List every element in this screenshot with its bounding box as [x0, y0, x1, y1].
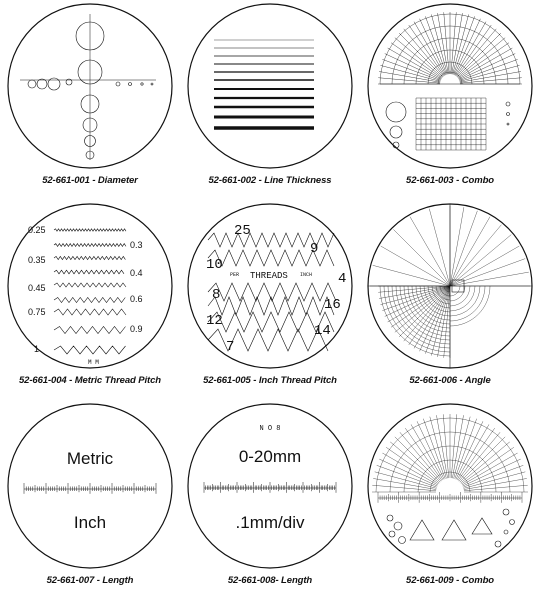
reticle-diameter[interactable]: [0, 0, 180, 197]
angle-ray: [444, 286, 450, 358]
protractor-ray: [417, 421, 444, 479]
thread-profile: [208, 283, 336, 301]
caption-inch-thread-pitch: 52-661-005 - Inch Thread Pitch: [203, 375, 337, 386]
per-label: PER: [230, 272, 240, 278]
thread-profile: [54, 346, 126, 354]
protractor-ray: [395, 437, 440, 482]
caption-length-2: 52-661-008- Length: [227, 575, 313, 586]
reticle-inch-thread-pitch[interactable]: [180, 200, 360, 397]
protractor-ray: [409, 25, 445, 76]
pitch-label-03: 0.3: [130, 240, 143, 250]
caption-length-1: 52-661-007 - Length: [46, 575, 134, 586]
range-label: 0-20mm: [238, 447, 302, 466]
pitch-label-045: 0.45: [28, 283, 46, 293]
unit-label-mm: M M: [88, 359, 99, 366]
inch-label: INCH: [300, 272, 313, 278]
thread-profile: [54, 327, 126, 334]
caption-metric-thread-pitch: 52-661-004 - Metric Thread Pitch: [19, 375, 161, 386]
combo-reticle-drawing: [366, 0, 534, 172]
pitch-label-025: 0.25: [28, 225, 46, 235]
protractor-ray: [382, 453, 437, 485]
inch-thread-reticle-drawing: [186, 200, 354, 372]
pitch-label-06: 0.6: [130, 294, 143, 304]
thread-profile: [54, 229, 126, 231]
length-2-reticle-drawing: [186, 400, 354, 572]
tpi-10: 10: [206, 257, 223, 273]
tpi-7: 7: [226, 339, 235, 355]
thread-profile: [54, 309, 126, 315]
thread-profile: [54, 270, 124, 274]
protractor-ray: [460, 437, 505, 482]
reticle-angle[interactable]: [360, 200, 540, 397]
tpi-8: 8: [212, 287, 221, 303]
diameter-reticle-drawing: [6, 0, 174, 172]
pitch-label-035: 0.35: [28, 255, 46, 265]
caption-diameter: 52-661-001 - Diameter: [42, 175, 138, 186]
protractor-ray: [457, 424, 489, 479]
thread-profile: [54, 298, 125, 303]
protractor-ray: [411, 424, 443, 479]
pitch-label-04: 0.4: [130, 268, 143, 278]
reticle-combo-2[interactable]: [360, 400, 540, 597]
protractor-ray: [458, 43, 509, 79]
caption-combo-2: 52-661-009 - Combo: [406, 575, 494, 586]
angle-arc: [450, 286, 460, 296]
protractor-ray: [464, 472, 526, 489]
length-reticle-drawing: [6, 400, 174, 572]
metric-label: Metric: [66, 449, 114, 468]
protractor-ray: [456, 421, 483, 479]
protractor-ray: [454, 417, 471, 479]
angle-ray: [393, 229, 450, 286]
angle-ray: [373, 265, 450, 286]
division-label: .1mm/div: [235, 513, 305, 532]
protractor-ray: [430, 417, 447, 479]
reticle-length-2[interactable]: [180, 400, 360, 597]
code-label: N O 8: [259, 425, 281, 433]
angle-ray: [429, 209, 450, 286]
protractor-ray: [462, 453, 517, 485]
protractor-ray: [379, 459, 437, 486]
caption-line-thickness: 52-661-002 - Line Thickness: [208, 175, 332, 186]
angle-arc: [450, 286, 470, 306]
reticle-length-1[interactable]: [0, 400, 180, 597]
combo-2-reticle-drawing: [366, 400, 534, 572]
tpi-9: 9: [310, 241, 319, 257]
caption-angle: 52-661-006 - Angle: [409, 375, 491, 386]
thread-profile: [54, 256, 125, 259]
tpi-25: 25: [234, 223, 251, 239]
inch-label-large: Inch: [73, 513, 107, 532]
angle-ray: [410, 217, 450, 286]
tpi-14: 14: [314, 323, 331, 339]
tpi-16: 16: [324, 297, 341, 313]
tpi-12: 12: [206, 313, 223, 329]
line-thickness-reticle-drawing: [186, 0, 354, 172]
angle-reticle-drawing: [366, 200, 534, 372]
reticle-combo-1[interactable]: [360, 0, 540, 197]
threads-label: THREADS: [250, 271, 288, 281]
protractor-ray: [456, 25, 492, 76]
pitch-label-075: 0.75: [28, 307, 46, 317]
angle-ray: [378, 286, 450, 292]
protractor-ray: [391, 43, 442, 79]
thread-profile: [54, 283, 126, 287]
pitch-label-09: 0.9: [130, 324, 143, 334]
metric-thread-reticle-drawing: [6, 200, 174, 372]
protractor-ray: [375, 472, 437, 489]
tpi-4: 4: [338, 271, 347, 287]
caption-combo-1: 52-661-003 - Combo: [406, 175, 494, 186]
thread-profile: [54, 244, 126, 247]
reticle-line-thickness[interactable]: [180, 0, 360, 197]
angle-arc: [450, 286, 480, 316]
protractor-ray: [463, 459, 521, 486]
pitch-label-1: 1: [34, 344, 40, 354]
reticle-metric-thread-pitch[interactable]: [0, 200, 180, 397]
angle-ray: [381, 246, 450, 286]
